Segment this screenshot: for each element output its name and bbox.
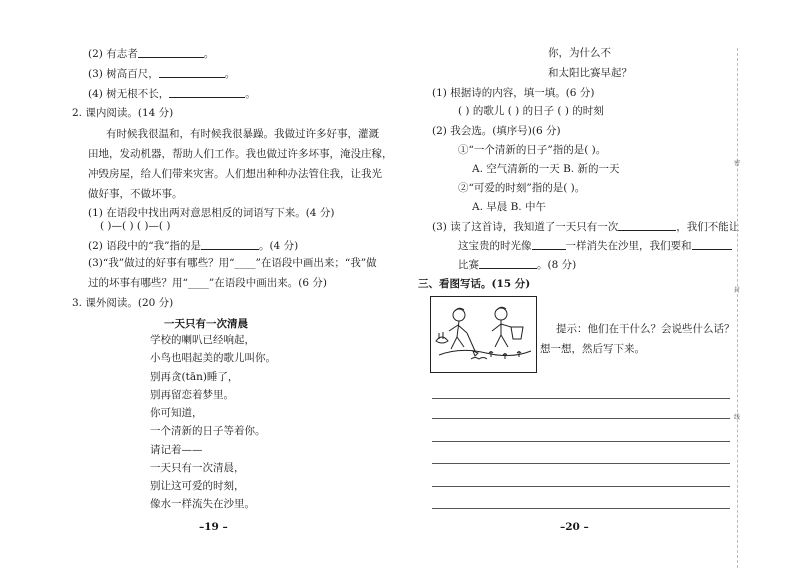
answer-blank[interactable] [692, 238, 732, 250]
writing-line[interactable] [432, 508, 730, 509]
hint-line2: 想一想，然后写下来。 [540, 343, 645, 355]
seal-char: 密 [734, 160, 741, 167]
writing-line[interactable] [432, 398, 730, 399]
q2-sub1-answer[interactable]: ( )—( ) ( )—( ) [100, 220, 171, 232]
r-sub2-q2-options[interactable]: A. 早晨 B. 中午 [472, 201, 546, 213]
poem-line: 别再贪(tān)睡了， [150, 371, 239, 383]
passage-line: 田地，发动机器，帮助人们工作。我也做过许多坏事，淹没庄稼， [88, 148, 393, 160]
answer-blank[interactable] [169, 86, 245, 98]
poem-line: 别让这可爱的时刻， [150, 480, 245, 492]
passage-line: 做好事，不做坏事。 [88, 188, 183, 200]
poem-cont-line: 你，为什么不 [548, 47, 611, 59]
section3-heading: 三、看图写话。(15 分) [418, 278, 531, 290]
q2-sub3-line2: 过的坏事有哪些？用“____”在语段中画出来。(6 分) [88, 277, 327, 289]
q1-item-4: (4) 树无根不长， 。 [88, 88, 256, 100]
q1-item-3: (3) 树高百尺， 。 [88, 68, 236, 80]
r-sub2-q2: ②“可爱的时刻”指的是( )。 [458, 182, 586, 194]
answer-blank[interactable] [201, 238, 259, 250]
r-sub1: (1) 根据诗的内容，填一填。(6 分) [432, 87, 595, 99]
poem-line: 像水一样流失在沙里。 [150, 498, 255, 510]
poem-line: 学校的喇叭已经响起， [150, 334, 255, 346]
q1-item-2: (2) 有志者 。 [88, 48, 215, 60]
writing-line[interactable] [432, 418, 730, 419]
writing-line[interactable] [432, 441, 730, 442]
poem-line: 你可知道， [150, 407, 203, 419]
r-sub3-line3: 比赛 。(8 分) [458, 259, 577, 271]
writing-line[interactable] [432, 463, 730, 464]
answer-blank[interactable] [618, 219, 676, 231]
poem-line: 别再留恋着梦里。 [150, 389, 234, 401]
poem-line: 请记着—— [150, 444, 203, 456]
seal-char: 封 [734, 287, 741, 294]
poem-title: 一天只有一次清晨 [164, 318, 248, 330]
page-number-right: –20 – [560, 521, 589, 533]
answer-blank[interactable] [138, 46, 204, 58]
hint-line1: 提示：他们在干什么？会说些什么话？ [556, 323, 735, 335]
page-number-left: –19 – [199, 521, 228, 533]
writing-line[interactable] [432, 486, 730, 487]
answer-blank[interactable] [479, 257, 537, 269]
picture-kids-planting [430, 296, 537, 373]
poem-line: 小鸟也唱起美的歌儿叫你。 [150, 352, 276, 364]
answer-blank[interactable] [532, 238, 566, 250]
r-sub3-line2: 这宝贵的时光像 一样消失在沙里，我们要和 [458, 238, 732, 253]
passage-line: 有时候我很温和，有时候我很暴躁。我做过许多好事，灌溉 [106, 128, 379, 140]
q3-heading: 3. 课外阅读。(20 分) [72, 297, 174, 309]
poem-line: 一个清新的日子等着你。 [150, 425, 266, 437]
q2-sub2: (2) 语段中的“我”指的是 。(4 分) [88, 240, 299, 252]
q2-sub1: (1) 在语段中找出两对意思相反的词语写下来。(4 分) [88, 207, 335, 219]
r-sub1-answer[interactable]: ( ) 的歌儿 ( ) 的日子 ( ) 的时刻 [458, 105, 604, 117]
passage-line: 冲毁房屋，给人们带来灾害。人们想出种种办法管住我，让我光 [88, 168, 382, 180]
r-sub2-q1-options[interactable]: A. 空气清新的一天 B. 新的一天 [472, 163, 620, 175]
poem-line: 一天只有一次清晨， [150, 462, 245, 474]
poem-cont-line: 和太阳比赛早起？ [548, 67, 632, 79]
answer-blank[interactable] [159, 66, 225, 78]
kids-planting-illustration [431, 297, 536, 372]
q2-heading: 2. 课内阅读。(14 分) [72, 107, 174, 119]
r-sub3-line1: (3) 读了这首诗，我知道了一天只有一次 ，我们不能让 [432, 221, 740, 233]
q2-sub3-line1: (3)“我”做过的好事有哪些？用“____”在语段中画出来；“我”做 [88, 257, 377, 269]
r-sub2: (2) 我会选。(填序号)(6 分) [432, 125, 561, 137]
r-sub2-q1: ①“一个清新的日子”指的是( )。 [458, 144, 607, 156]
seal-line [737, 48, 738, 568]
seal-char: 线 [734, 414, 741, 421]
